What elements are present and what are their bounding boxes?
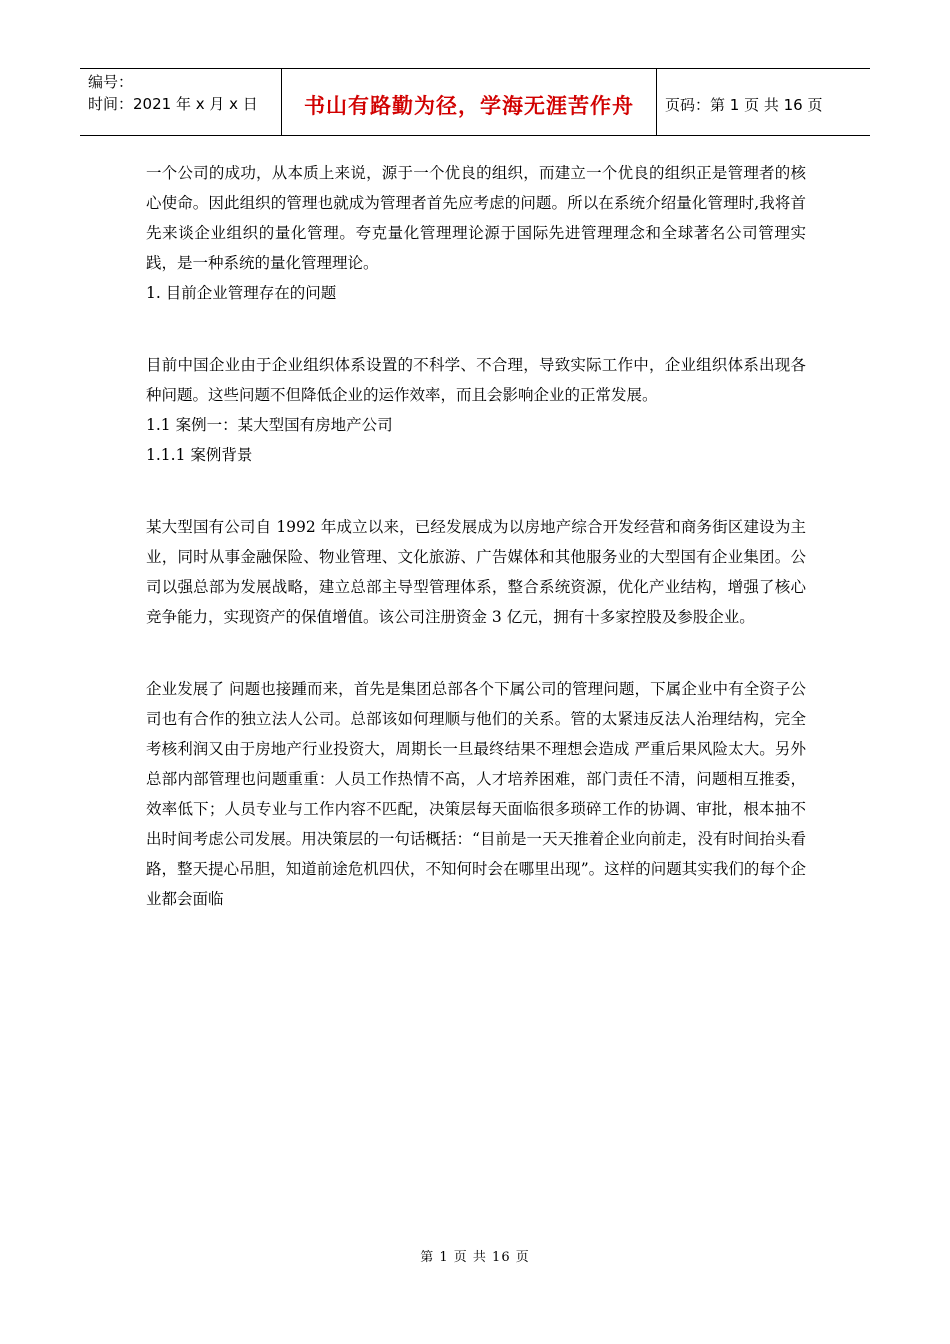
header-page-info: 页码：第 1 页 共 16 页 (665, 95, 823, 114)
problem-paragraph: 企业发展了 问题也接踵而来，首先是集团总部各个下属公司的管理问题，下属企业中有全资子公司也有合作的独立法人公司。总部该如何理顺与他们的关系。管的太紧违反法人治理结构，完全考核利润又由于房地产行业投资大，周期长一旦最终结果不理想会造成 严重后果风险太大。另外总部内部管理也问题重重：人员工作热情不高，人才培养困难，部门责任不清，问题相互推委，效率低下；人员专业与工作内容不匹配，决策层每天面临很多琐碎工作的协调、审批，根本抽不出时间考虑公司发展。用决策层的一句话概括：“目前是一天天推着企业向前走，没有时间抬头看路，整天提心吊胆，知道前途危机四伏，不知何时会在哪里出现”。这样的问题其实我们的每个企业都会面临 (146, 680, 806, 908)
document-body (146, 158, 806, 914)
document-header (80, 68, 870, 136)
section-1-1-heading: 1.1 案例一：某大型国有房地产公司 (146, 416, 393, 434)
section-1-1-1-heading: 1.1.1 案例背景 (146, 446, 253, 464)
background-paragraph: 某大型国有公司自 1992 年成立以来，已经发展成为以房地产综合开发经营和商务街区建设为主业，同时从事金融保险、物业管理、文化旅游、广告媒体和其他服务业的大型国有企业集团。公司以强总部为发展战略，建立总部主导型管理体系，整合系统资源，优化产业结构，增强了核心竞争能力，实现资产的保值增值。该公司注册资金 3 亿元，拥有十多家控股及参股企业。 (146, 518, 806, 626)
time-label: 时间：2021 年 x 月 x 日 (88, 95, 258, 113)
section-1-paragraph: 目前中国企业由于企业组织体系设置的不科学、不合理，导致实际工作中，企业组织体系出现各种问题。这些问题不但降低企业的运作效率，而且会影响企业的正常发展。 (146, 356, 806, 404)
number-label: 编号： (88, 73, 134, 91)
intro-paragraph: 一个公司的成功，从本质上来说，源于一个优良的组织，而建立一个优良的组织正是管理者的核心使命。因此组织的管理也就成为管理者首先应考虑的问题。所以在系统介绍量化管理时,我将首先来谈企业组织的量化管理。夸克量化管理理论源于国际先进管理理念和全球著名公司管理实践，是一种系统的量化管理理论。 (146, 164, 806, 272)
header-meta (80, 69, 282, 135)
section-1-heading: 1. 目前企业管理存在的问题 (146, 284, 337, 302)
page-footer: 第 1 页 共 16 页 (420, 1250, 530, 1265)
header-motto: 书山有路勤为径，学海无涯苦作舟 (282, 69, 657, 135)
